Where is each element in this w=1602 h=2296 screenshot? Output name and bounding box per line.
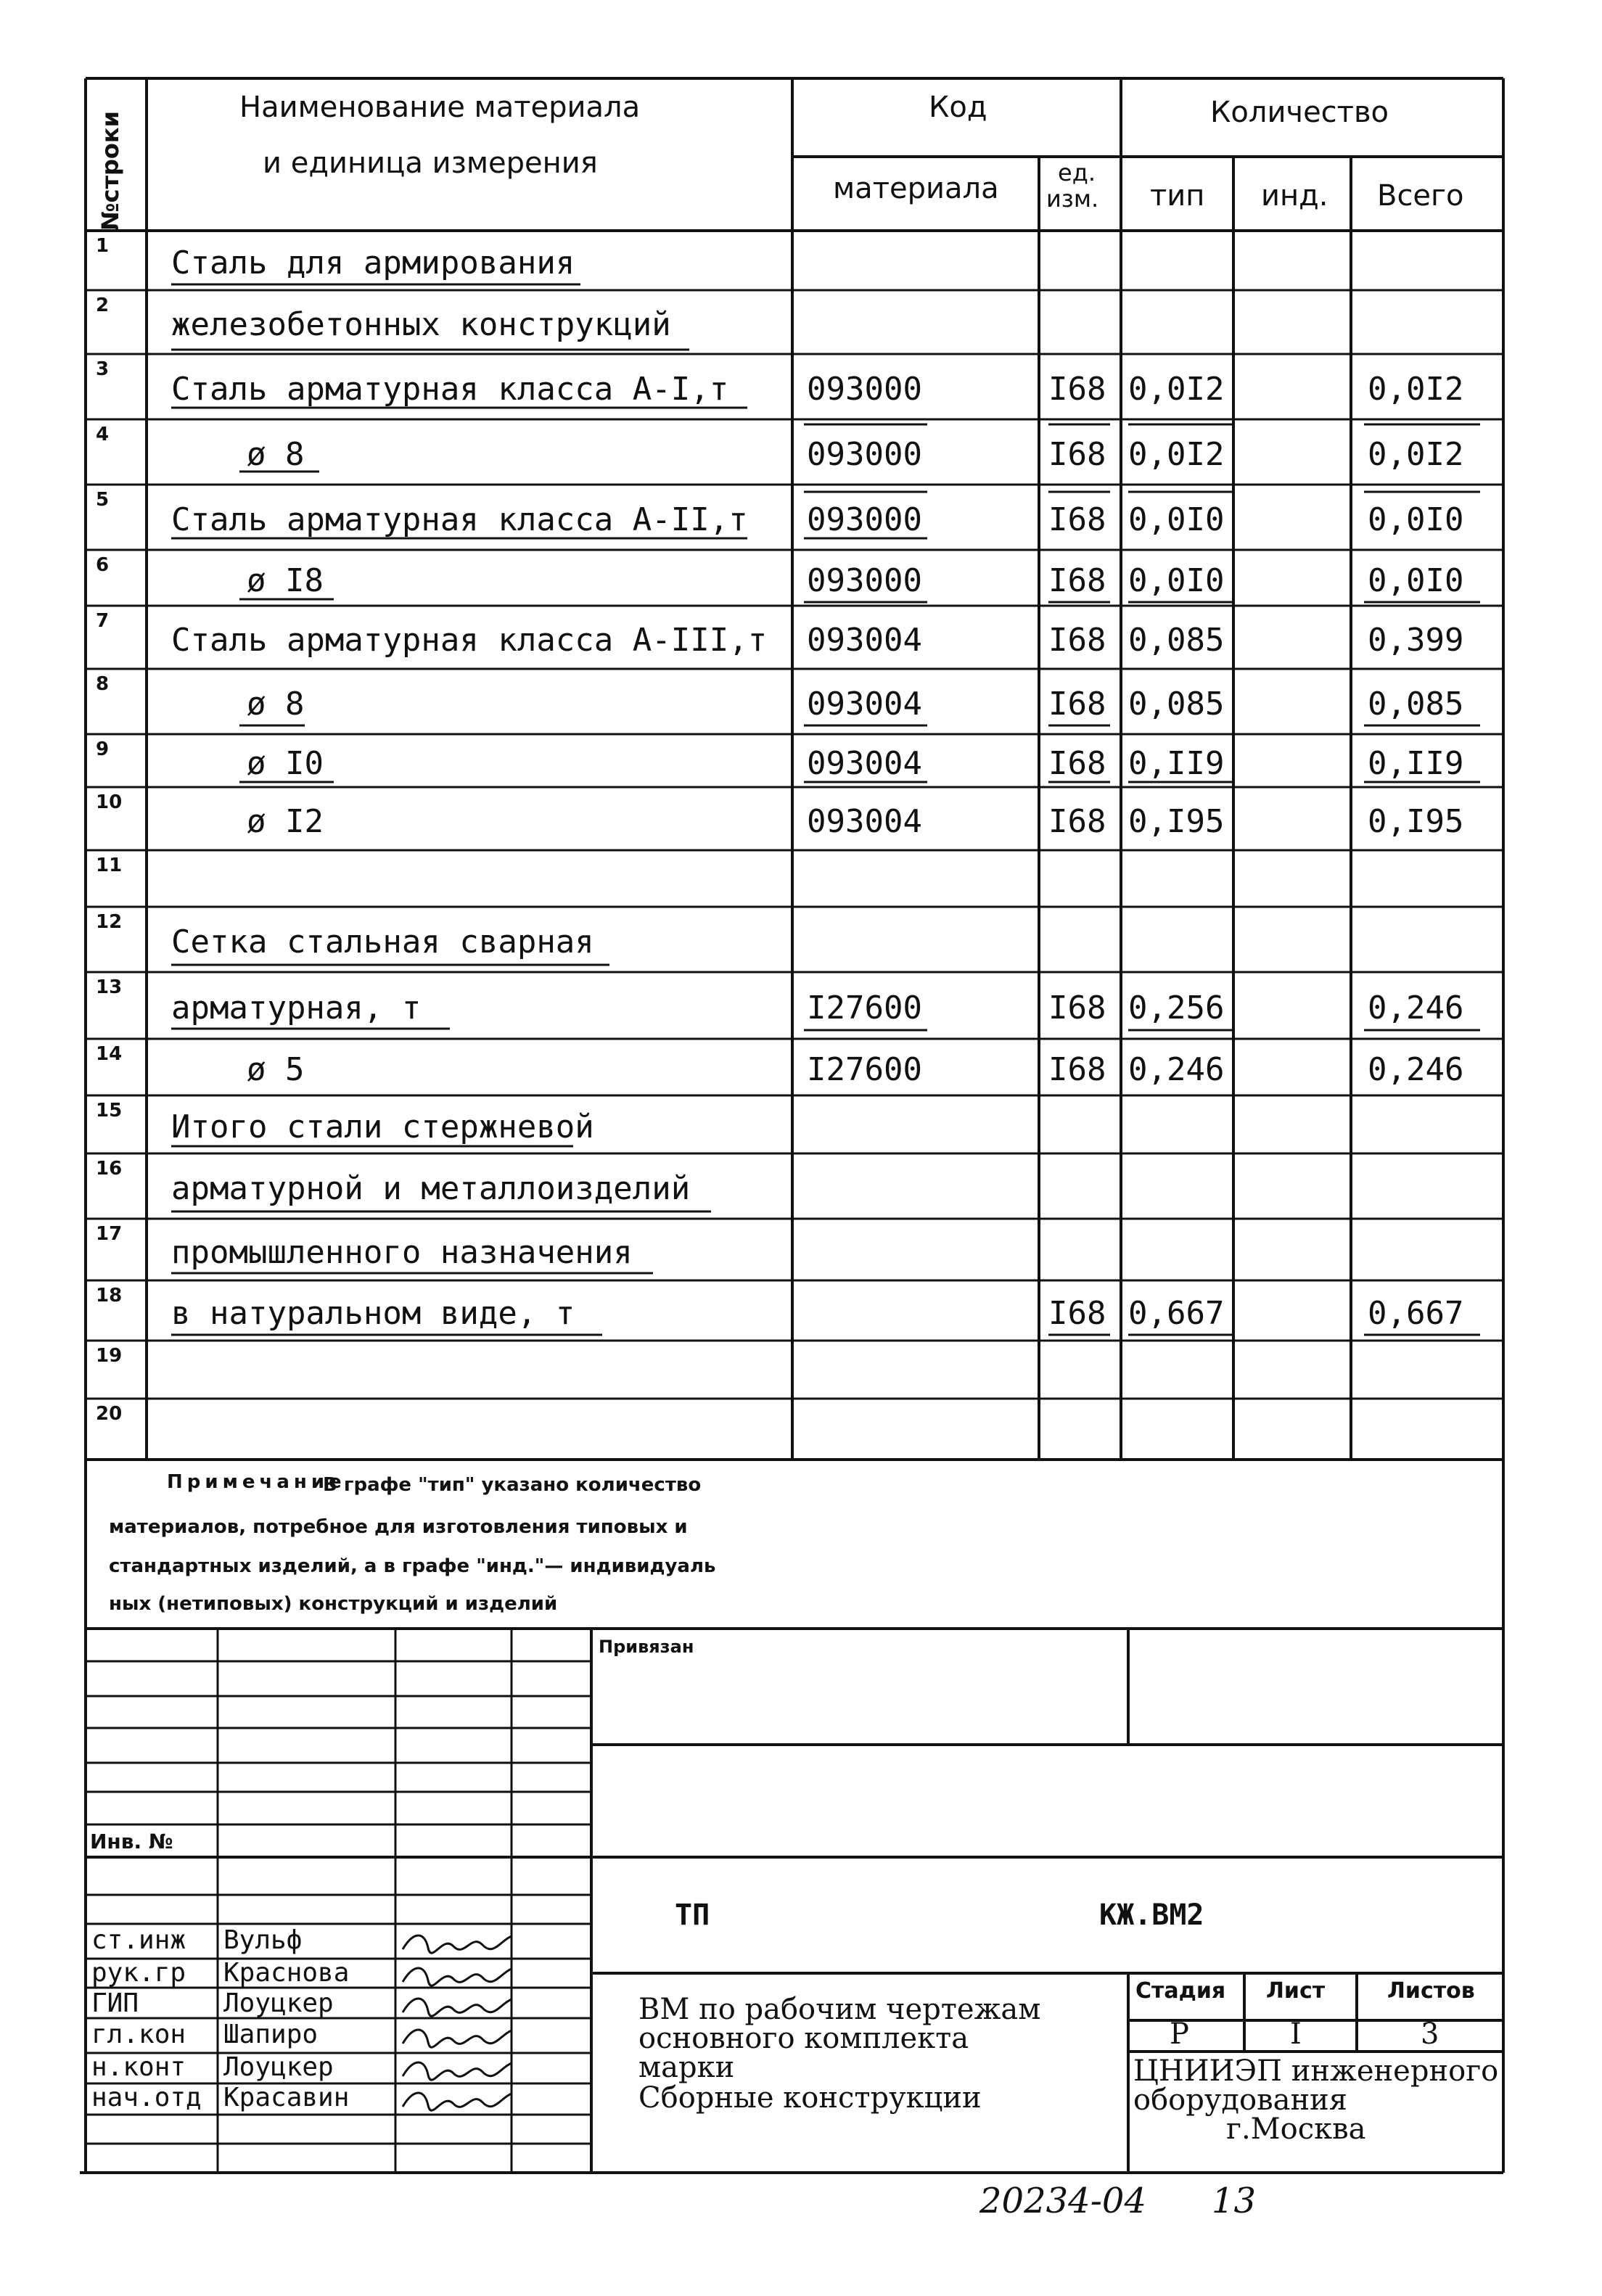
unit-code: I68: [1048, 989, 1106, 1026]
row-number: 3: [96, 358, 110, 380]
quantity-typ: 0,256: [1128, 989, 1225, 1026]
quantity-header: Количество: [1210, 96, 1389, 129]
signer-name: Шапиро: [223, 2020, 319, 2049]
row-number: 18: [96, 1285, 123, 1307]
material-name: арматурная, т: [171, 989, 422, 1026]
material-code: 093000: [807, 371, 922, 408]
row-number: 11: [96, 855, 123, 876]
unit-code: I68: [1048, 501, 1106, 538]
row-number: 6: [96, 554, 110, 576]
note-line4: ных (нетиповых) конструкций и изделий: [109, 1593, 558, 1615]
material-name: Сетка стальная сварная: [171, 923, 594, 960]
material-code: 093000: [807, 501, 922, 538]
quantity-typ: 0,0I2: [1128, 371, 1225, 408]
signer-name: Краснова: [223, 1958, 350, 1988]
tp-label: ТП: [675, 1898, 710, 1932]
row-number: 15: [96, 1100, 123, 1122]
unit-code: I68: [1048, 1294, 1106, 1332]
material-name: арматурной и металлоизделий: [171, 1170, 691, 1207]
quantity-total: 0,399: [1368, 621, 1464, 659]
material-name: ø I2: [247, 802, 324, 840]
stage-value: Р: [1170, 2017, 1189, 2051]
note-heading: Примечание: [167, 1471, 346, 1493]
row-number: 16: [96, 1158, 123, 1180]
unit-code: I68: [1048, 686, 1106, 723]
title-line3: марки: [638, 2051, 735, 2084]
material-code-header: материала: [833, 172, 999, 205]
material-name: ø I8: [247, 561, 324, 599]
sheet-label: Лист: [1266, 1978, 1326, 2004]
unit-code: I68: [1048, 802, 1106, 840]
row-number: 9: [96, 738, 110, 760]
material-name: ø 8: [247, 686, 305, 723]
quantity-total: 0,II9: [1368, 744, 1464, 782]
row-number: 14: [96, 1043, 123, 1065]
row-number: 2: [96, 295, 110, 316]
title-line1: ВМ по рабочим чертежам: [638, 1993, 1041, 2026]
name-header-line1: Наименование материала: [239, 91, 641, 124]
code-header: Код: [929, 91, 987, 124]
unit-code: I68: [1048, 561, 1106, 599]
signer-name: Вульф: [223, 1925, 303, 1955]
signer-name: Лоуцкер: [223, 1988, 334, 2018]
unit-code: I68: [1048, 621, 1106, 659]
signature-scribble: [399, 1927, 515, 1956]
name-header-line2: и единица измерения: [263, 147, 598, 180]
quantity-total: 0,I95: [1368, 802, 1464, 840]
quantity-total: 0,667: [1368, 1294, 1464, 1332]
row-number: 8: [96, 673, 110, 695]
signer-name: Красавин: [223, 2083, 350, 2112]
quantity-typ: 0,085: [1128, 686, 1225, 723]
material-code: 093000: [807, 436, 922, 473]
material-code: 093004: [807, 744, 922, 782]
sheets-label: Листов: [1387, 1978, 1475, 2004]
row-number: 10: [96, 791, 123, 813]
quantity-typ: 0,085: [1128, 621, 1225, 659]
quantity-total: 0,0I2: [1368, 436, 1464, 473]
row-number: 12: [96, 911, 123, 933]
signature-scribble: [399, 1960, 515, 1989]
row-number: 1: [96, 235, 110, 257]
quantity-total: 0,246: [1368, 989, 1464, 1026]
quantity-total: 0,0I0: [1368, 561, 1464, 599]
row-number: 20: [96, 1403, 123, 1425]
row-number-header: №строки: [96, 110, 124, 231]
unit-code: I68: [1048, 436, 1106, 473]
title-line4: Сборные конструкции: [638, 2081, 982, 2115]
note-line1: В графе "тип" указано количество: [323, 1474, 702, 1496]
material-code: 093004: [807, 686, 922, 723]
row-number: 13: [96, 976, 123, 998]
archive-page: 13: [1212, 2181, 1257, 2221]
signature-scribble: [399, 1991, 515, 2020]
archive-number: 20234-04: [979, 2181, 1146, 2221]
document-code: КЖ.ВМ2: [1099, 1898, 1204, 1932]
total-header: Всего: [1377, 179, 1464, 213]
note-line2: материалов, потребное для изготовления типовых и: [109, 1516, 688, 1538]
quantity-typ: 0,0I0: [1128, 501, 1225, 538]
material-name: Сталь арматурная класса А-III,т: [171, 621, 768, 659]
material-name: ø 8: [247, 436, 305, 473]
signer-role: ГИП: [91, 1988, 139, 2018]
unit-header-line2: изм.: [1046, 185, 1099, 213]
material-name: железобетонных конструкций: [171, 306, 671, 343]
sheet-value: I: [1290, 2017, 1302, 2051]
quantity-typ: 0,667: [1128, 1294, 1225, 1332]
unit-header-line1: ед.: [1058, 159, 1096, 186]
organization-line3: г.Москва: [1226, 2112, 1366, 2146]
row-number: 17: [96, 1223, 123, 1245]
signer-role: ст.инж: [91, 1925, 186, 1955]
material-code: 093004: [807, 802, 922, 840]
typ-header: тип: [1150, 179, 1205, 213]
quantity-typ: 0,0I0: [1128, 561, 1225, 599]
sheets-value: 3: [1421, 2017, 1439, 2051]
stage-label: Стадия: [1135, 1978, 1226, 2004]
quantity-total: 0,0I0: [1368, 501, 1464, 538]
signer-role: рук.гр: [91, 1958, 186, 1988]
unit-code: I68: [1048, 371, 1106, 408]
signature-scribble: [399, 2054, 515, 2083]
material-name: Сталь арматурная класса А-II,т: [171, 501, 748, 538]
row-number: 7: [96, 610, 110, 632]
note-line3: стандартных изделий, а в графе "инд."— индивидуаль: [109, 1555, 716, 1577]
quantity-typ: 0,0I2: [1128, 436, 1225, 473]
material-name: ø I0: [247, 744, 324, 782]
material-code: 093000: [807, 561, 922, 599]
signer-role: гл.кон: [91, 2020, 186, 2049]
material-code: 093004: [807, 621, 922, 659]
quantity-typ: 0,246: [1128, 1051, 1225, 1088]
privyazan-label: Привязан: [599, 1637, 694, 1657]
material-code: I27600: [807, 1051, 922, 1088]
inventory-number-label: Инв. №: [90, 1830, 173, 1853]
signer-role: н.конт: [91, 2052, 186, 2082]
quantity-total: 0,0I2: [1368, 371, 1464, 408]
quantity-total: 0,246: [1368, 1051, 1464, 1088]
unit-code: I68: [1048, 744, 1106, 782]
row-number: 5: [96, 489, 110, 511]
material-name: Итого стали стержневой: [171, 1108, 594, 1145]
row-number: 19: [96, 1345, 123, 1367]
quantity-typ: 0,II9: [1128, 744, 1225, 782]
material-name: в натуральном виде, т: [171, 1294, 575, 1332]
organization-line1: ЦНИИЭП инженерного: [1133, 2054, 1499, 2088]
material-code: I27600: [807, 989, 922, 1026]
organization-line2: оборудования: [1133, 2083, 1348, 2117]
signer-name: Лоуцкер: [223, 2052, 334, 2082]
material-name: Сталь арматурная класса А-I,т: [171, 371, 729, 408]
ind-header: инд.: [1261, 179, 1328, 213]
row-number: 4: [96, 424, 110, 445]
quantity-typ: 0,I95: [1128, 802, 1225, 840]
material-name: Сталь для армирования: [171, 244, 575, 281]
signature-scribble: [399, 2022, 515, 2051]
signer-role: нач.отд: [91, 2083, 202, 2112]
signature-scribble: [399, 2085, 515, 2114]
unit-code: I68: [1048, 1051, 1106, 1088]
title-line2: основного комплекта: [638, 2022, 969, 2055]
quantity-total: 0,085: [1368, 686, 1464, 723]
material-name: промышленного назначения: [171, 1233, 633, 1271]
material-name: ø 5: [247, 1051, 305, 1088]
